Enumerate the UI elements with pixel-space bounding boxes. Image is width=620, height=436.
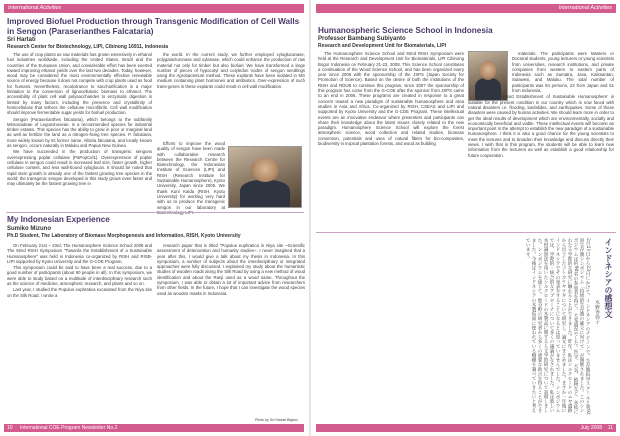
paragraph: materials. The participants were Masters or Doctoral students, young lecturers or young scientists from universities, research institutions, and private companies from western to eastern parts of Indonesia such as Sumatra, Java, Kalimantan, Sulawesi, and Maluku. The total number of participants was 84 persons, 23 from Japan and 51 from Indonesia. <box>512 51 614 94</box>
right-footer-text: July 2008 <box>580 425 602 431</box>
paragraph: the world. In the current study, we further employed xyloglucanase, polygalacturonase and xylanase, which could enhance the production of raw material not only for timber but also biofuel. We have transformed a large number of pieces of hypocotyl and cotyledon nodes of sengon seedlings using the Agrobacterium method. These explants have been isolated in MS medium containing plant hormones and antibiotics. Over-expression of such trans-genes in these explants could result in cell wall modification. <box>157 52 305 89</box>
article-experience-title: My Indonesian Experience <box>7 215 110 224</box>
article-biofuel-column-1 <box>7 52 152 207</box>
article-experience-column-2 <box>157 243 305 418</box>
article-school-column-2 <box>468 51 614 227</box>
article-japanese-body: 2月21日から23日にかけて、インドネシアのチビノンで、生存圏科学スクールと第92回生存圏シンポジウム「持続的生存圏の確立に向けて」が開催されました。このシンポジウムは約90名の参加者を得て、大変盛況でした。医学、大気、植物など、多岐にわたる学際的な研究に触れることができました。昨年、私はシルクロードのニヤ遺跡から出土したコトカケヤナギについて研究し、論文にまとめました。まさか一年後にインドネシアでその発表をすることになるとは思っていませんでした。シンポジウムでは、学際的・統合的なアプローチについて多くの議論がなされました。私は新しい木材識別法を用いたシルクロードの木製品に関する人文学的研究について説明しました。シンポジウムを通じて、他分野の研究者から多くの重要な助言を得ることができました。今後はインドネシアの木製仮面に使われている樹種を調べていきたいと考えています。 <box>525 238 590 415</box>
article-school-title: Humanospheric Science School in Indonesia <box>318 26 493 35</box>
paragraph: Sengon (Paraserianthes falcataria), which belongs to the subfamily Mimosoideae of Leguminoseae, is a recommended species for industrial timber estates. This species has the ability to grow in poor or marginal land as well as fertilize the land as a nitrogen-fixing tree species. P. falcataria, more widely known by its former name, Albizia falcataria, and locally known as sengon, occurs naturally in Maluku and Papua New Guinea. <box>7 116 152 149</box>
article-biofuel-title: Improved Biofuel Production through Transgenic Modification of Cell Walls in Sengon (Paraserianthes Falcataria) <box>7 17 300 36</box>
article-school-affiliation: Research and Development Unit for Biomaterials, LIPI <box>318 43 447 49</box>
left-footer <box>4 424 304 432</box>
article-school-column-1 <box>318 51 464 227</box>
section-divider <box>6 212 304 213</box>
article-biofuel-author: Sri Hartati <box>7 37 36 43</box>
paragraph: The use of crop plants as raw materials has grown extensively in ethanol fuel industries worldwide, including the United States, Brazil and the countries of the European Union, and considerable effort has been exerted toward improving ethanol yields over the last two decades. Today, however, wood may be considered the most environmentally effective renewable source of energy because it does not compete with crop plants used as food for humans. Nevertheless, recalcitrance to saccharification is a major limitation to the conversion of lignocellulosic biomass to ethanol. The accessibility of plant cell wall polysaccharides to enzymatic digestion is limited by many factors, including the presence and crystallinity of hemicellulose that tethers the cellulose microfibrils. Cell wall modification should improve fermentable sugar yields for biofuel production. <box>7 52 152 116</box>
photo-figure-face <box>251 158 280 182</box>
article-biofuel-column-2b <box>157 141 225 209</box>
right-header-band <box>316 4 616 13</box>
paragraph: We have succeeded in the production of transgenic sengons overexpressing poplar cellulase (PaPopCel1). Overexpression of poplar cellulase in sengon could result in increased leaf size, faster growth, higher cellulose content, and less wall-bound xyloglucan. It should be noted that rapid stem growth is already one of the fastest growing tree species in the world; the transgenic sengon developed in this study grows even faster and may ultimately be the fastest growing tree in <box>7 149 152 187</box>
left-page-number: 10 <box>7 425 13 431</box>
paragraph: Last year, I studied the Populus euphratica excavated from the Niya site on the Silk Road. I wrote a <box>7 287 152 298</box>
article-school-author: Professor Bambang Subiyanto <box>318 36 406 42</box>
photo-credit: Photo by Sri Hartati Bigbox <box>254 418 298 422</box>
photo-figure-body <box>240 180 290 207</box>
author-photo-sri-hartati <box>228 146 302 208</box>
paragraph: On February 21st ~ 23rd, The Humanosphere Science School 2008 and The 92nd RISH Symposium "Towards the Establishment of a Sustainable Humanosphere" was held in Indonesia co-organized by RISH and RISB-LIPI supported by Kyoto University and the G-COE Program. <box>7 243 152 264</box>
paragraph: The theme 'Toward Establishment of Sustainable Humanosphere' is suitable for the present condition in our country which is now faced with natural disasters i.e. flooding, landslides, and earthquakes. Some of those disasters were caused by human activities. We should learn more in order to get the ideal results of development which are environmentally, socially and economically beneficial and viable. These intellectual events will become an important point in the attempt to establish the new paradigm of a sustainable humanosphere. I think it is also a good chance for the young scientists to meet the lectures and to broaden their knowledge and discuss directly their views. I wish that in this program, the students will be able to learn new information from the lecturers as well as establish a good relationship for future cooperation. <box>468 94 614 158</box>
page-gutter <box>309 0 311 436</box>
left-header-band <box>4 4 304 13</box>
left-header-label: International Activities <box>8 5 62 11</box>
right-footer <box>316 424 616 432</box>
paragraph: The Humanosphere Science School and 92nd RISH Symposium were held at the Research and Development Unit for Biomaterials, LIPI Cibinong Bogor Indonesia on February 21-23, 2008. This Science School constitutes a continuation of the Wood Science School, and has been organized every year since 2006 with the sponsorship of the JSPS (Japan Society for Promotion of Science). Based on the desire of both the institutions of the RISH and RDUB to continue this program, since 2007 the sponsorship of this program has come from the G-COE after the sponsor from JSPS came to an end in 2006. These programs are created in response to a great concern toward a new paradigm of sustainable humanosphere and area studies in Asia and Africa. Co-organized by RISH, CSEAS and LIPI and supported by Kyoto University and the G-COE Program. These intellectual events are an innovative endeavor where presenters and participants can share their knowledge about the latest issues closely related to the new paradigm. Humanosphere Science School will explore the forest atmospheric science, wood collection and related studies, biomass conversion, potentials and uses of natural fibers for bio-composites, biodiversity in tropical plantation forests, and wood as building <box>318 51 464 147</box>
paragraph: research paper that is titled "Populus euphratica in Niya site ~Scientific assessment of deterioration and humanity studies~. I never imagined that a year after this, I would give a talk about my thesis in Indonesia. In this symposium, a number of subjects about the interdisciplinary or integrated approaches were fully discussed. I explained my study about the humanistic studies of wooden roads along the Silk Road by using a new method of wood identification and about the Ranji used as a wood name. Throughout the symposium, I was able to obtain a lot of important advice from researchers from other fields. In the future, I hope that I can investigate the wood species used as wooden masks in Indonesia. <box>157 243 305 296</box>
right-header-label: International Activities <box>558 5 612 11</box>
article-japanese-author: 水野寿弥子 <box>594 300 599 324</box>
article-experience-column-1 <box>7 243 152 423</box>
article-japanese-title: インドネシアの感想文 <box>604 238 613 318</box>
right-page-number: 11 <box>607 425 613 431</box>
left-footer-text: International COE Program Newsletter No.2 <box>20 425 118 431</box>
paragraph: This symposium could be said to have been a real success, due to a good number of participants (about 90 people in all). In this symposium, we were able to study based on a multitude of interdisciplinary research such as the science of medicine, atmospheric research, and plants and so on. <box>7 265 152 287</box>
paragraph: Efforts to improve the wood quality of sengon have been made with collaborative research between the Research Centre for Biotechnology, the Indonesian Institute of Sciences (LIPI) and RISH (Research Institute for Sustainable Humanosphere), Kyoto University, Japan since 2005. We thank Kuni Kaida (RISH, Kyoto University) for working very hard with us to produce the transgenic sengon in our laboratory at <box>157 141 225 210</box>
article-biofuel-column-2a <box>157 52 305 140</box>
article-experience-author: Sumiko Mizuno <box>7 226 51 232</box>
section-divider <box>316 232 616 233</box>
article-biofuel-affiliation: Research Center for Biotechnology, LIPI, Cibinong 16911, Indonesia <box>7 44 169 50</box>
article-experience-affiliation: Ph.D Student, The Laboratory of Biomass Morphogenesis and Information, RISH, Kyoto University <box>7 233 241 239</box>
